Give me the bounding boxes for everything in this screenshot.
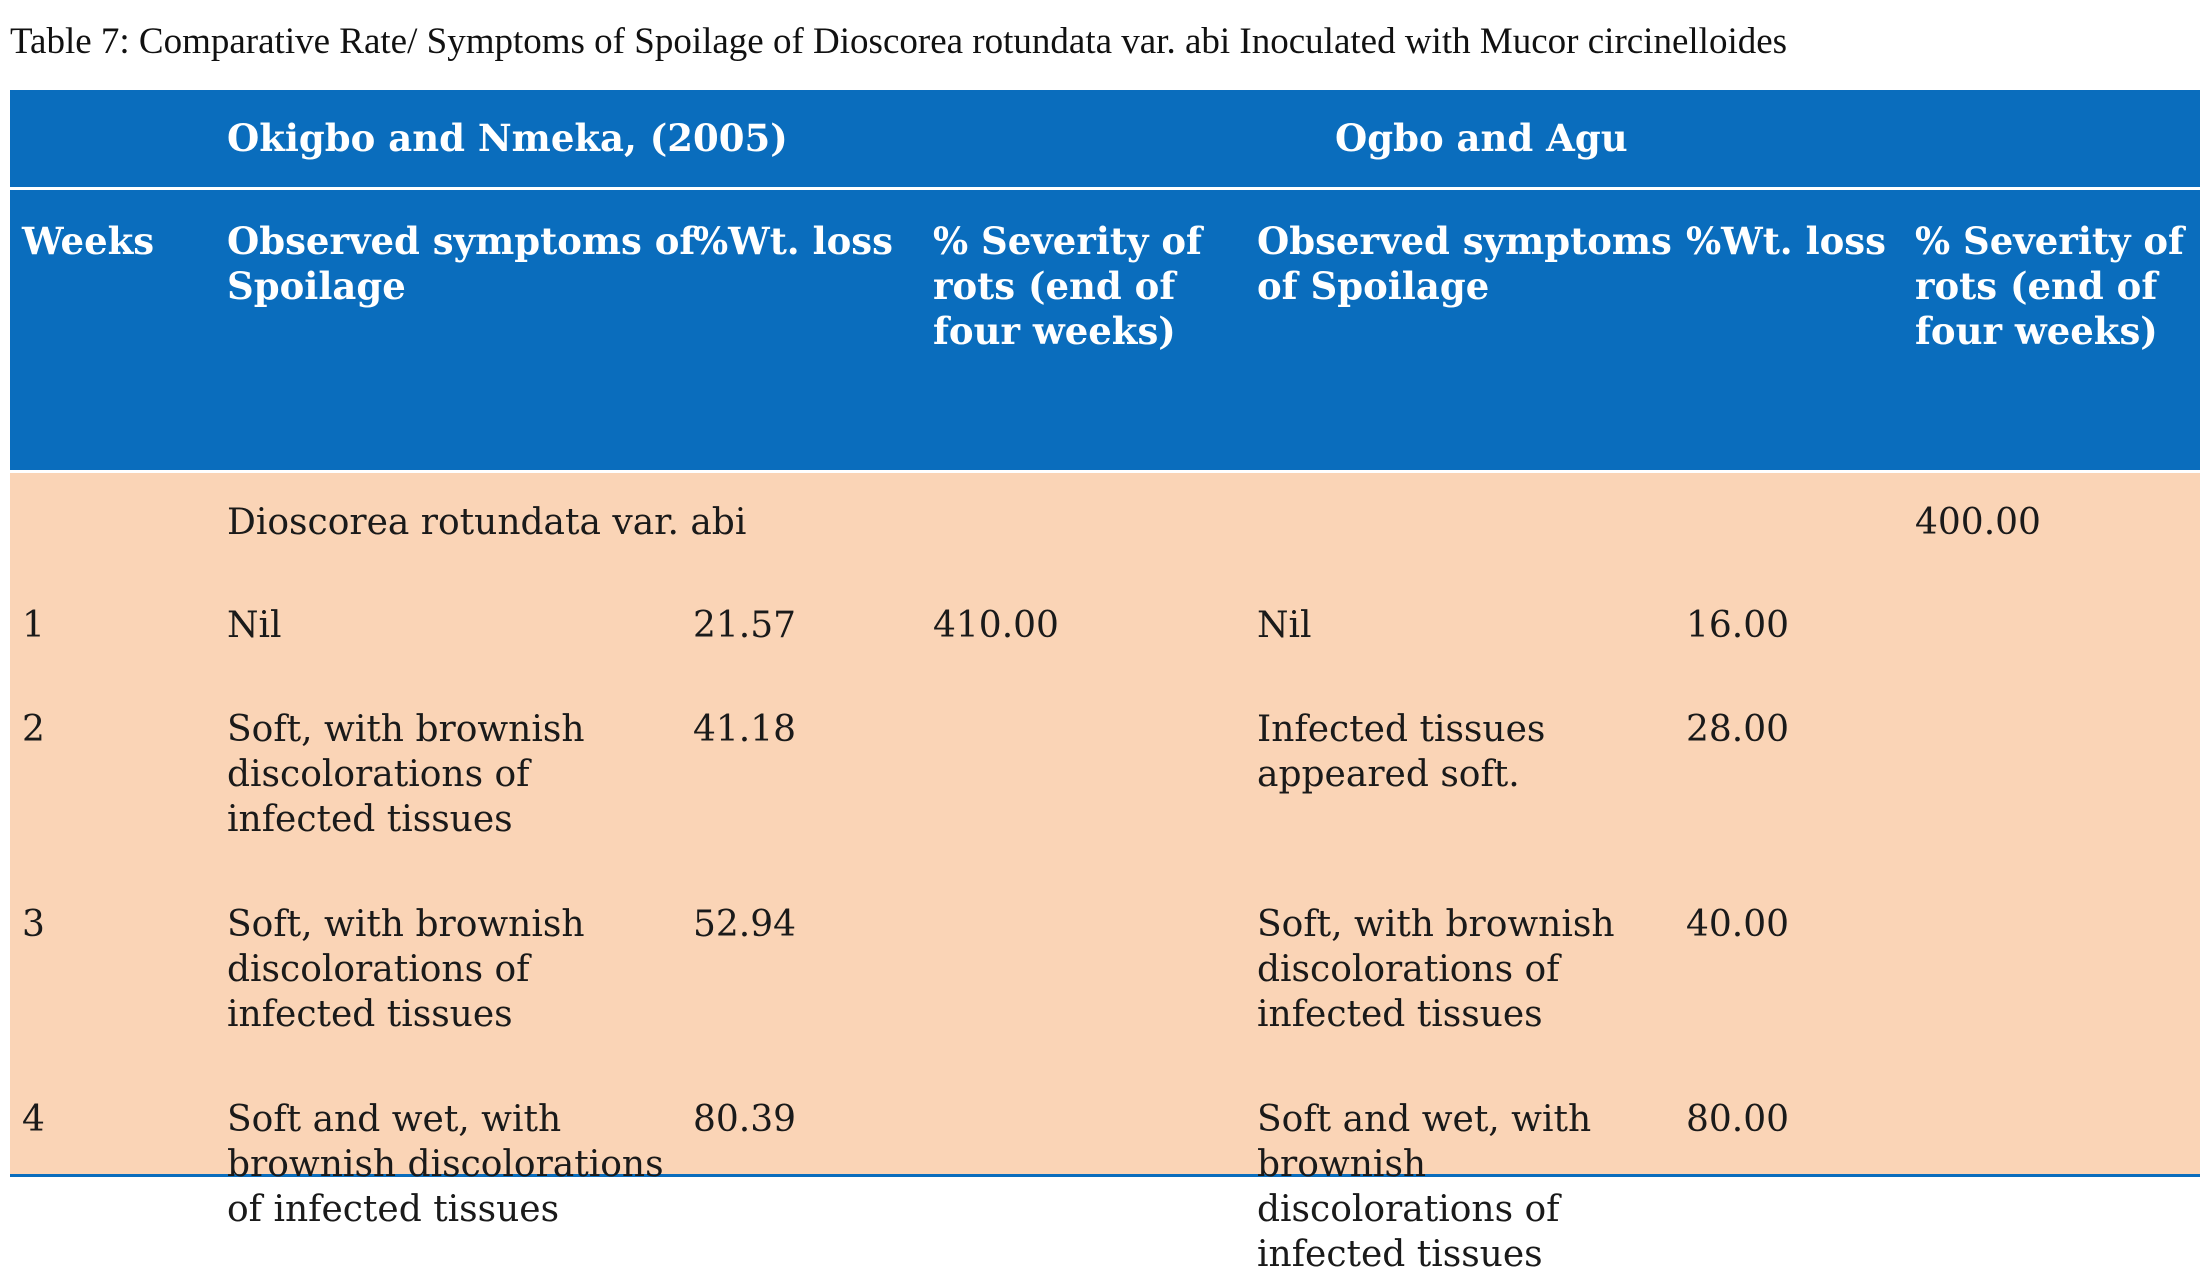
cell-week: 1	[22, 605, 45, 646]
subheader-severity-right: 400.00	[1915, 502, 2041, 543]
col-header-weeks: Weeks	[22, 219, 155, 263]
group-header-right: Ogbo and Agu	[1335, 116, 1628, 160]
cell-wtloss-right: 16.00	[1686, 605, 1790, 646]
cell-symptoms-right: Soft, with brownish discolorations of infected tissues	[1257, 904, 1615, 1035]
table-caption: Table 7: Comparative Rate/ Symptoms of Spoilage of Dioscorea rotundata var. abi Inoculated with Mucor circinelloides	[10, 21, 1788, 62]
cell-wtloss-left: 80.39	[693, 1099, 797, 1140]
cell-wtloss-left: 21.57	[693, 605, 797, 646]
group-header-left: Okigbo and Nmeka, (2005)	[227, 116, 788, 160]
col-header-symptoms-right: Observed symptoms of Spoilage	[1257, 219, 1672, 308]
cell-symptoms-left: Soft and wet, with brownish discolorations of infected tissues	[227, 1099, 664, 1230]
col-header-wtloss-left: %Wt. loss	[693, 219, 893, 263]
cell-wtloss-right: 40.00	[1686, 904, 1790, 945]
cell-symptoms-right: Infected tissues appeared soft.	[1257, 709, 1546, 795]
cell-week: 2	[22, 709, 45, 750]
col-header-severity-right: % Severity of rots (end of four weeks)	[1915, 219, 2184, 353]
col-header-severity-left: % Severity of rots (end of four weeks)	[933, 219, 1202, 353]
data-table	[10, 90, 2200, 1275]
cell-symptoms-left: Soft, with brownish discolorations of infected tissues	[227, 709, 585, 840]
cell-week: 4	[22, 1099, 45, 1140]
subheader-label: Dioscorea rotundata var. abi	[227, 502, 747, 543]
cell-severity-left: 410.00	[933, 605, 1059, 646]
cell-wtloss-left: 41.18	[693, 709, 797, 750]
cell-wtloss-left: 52.94	[693, 904, 797, 945]
cell-symptoms-right: Nil	[1257, 605, 1312, 646]
cell-symptoms-right: Soft and wet, with brownish discolorations of infected tissues	[1257, 1099, 1592, 1275]
col-header-symptoms-left: Observed symptoms of Spoilage	[227, 219, 696, 308]
cell-wtloss-right: 28.00	[1686, 709, 1790, 750]
cell-wtloss-right: 80.00	[1686, 1099, 1790, 1140]
cell-week: 3	[22, 904, 45, 945]
cell-symptoms-left: Soft, with brownish discolorations of infected tissues	[227, 904, 585, 1035]
col-header-wtloss-right: %Wt. loss	[1686, 219, 1886, 263]
cell-symptoms-left: Nil	[227, 605, 282, 646]
